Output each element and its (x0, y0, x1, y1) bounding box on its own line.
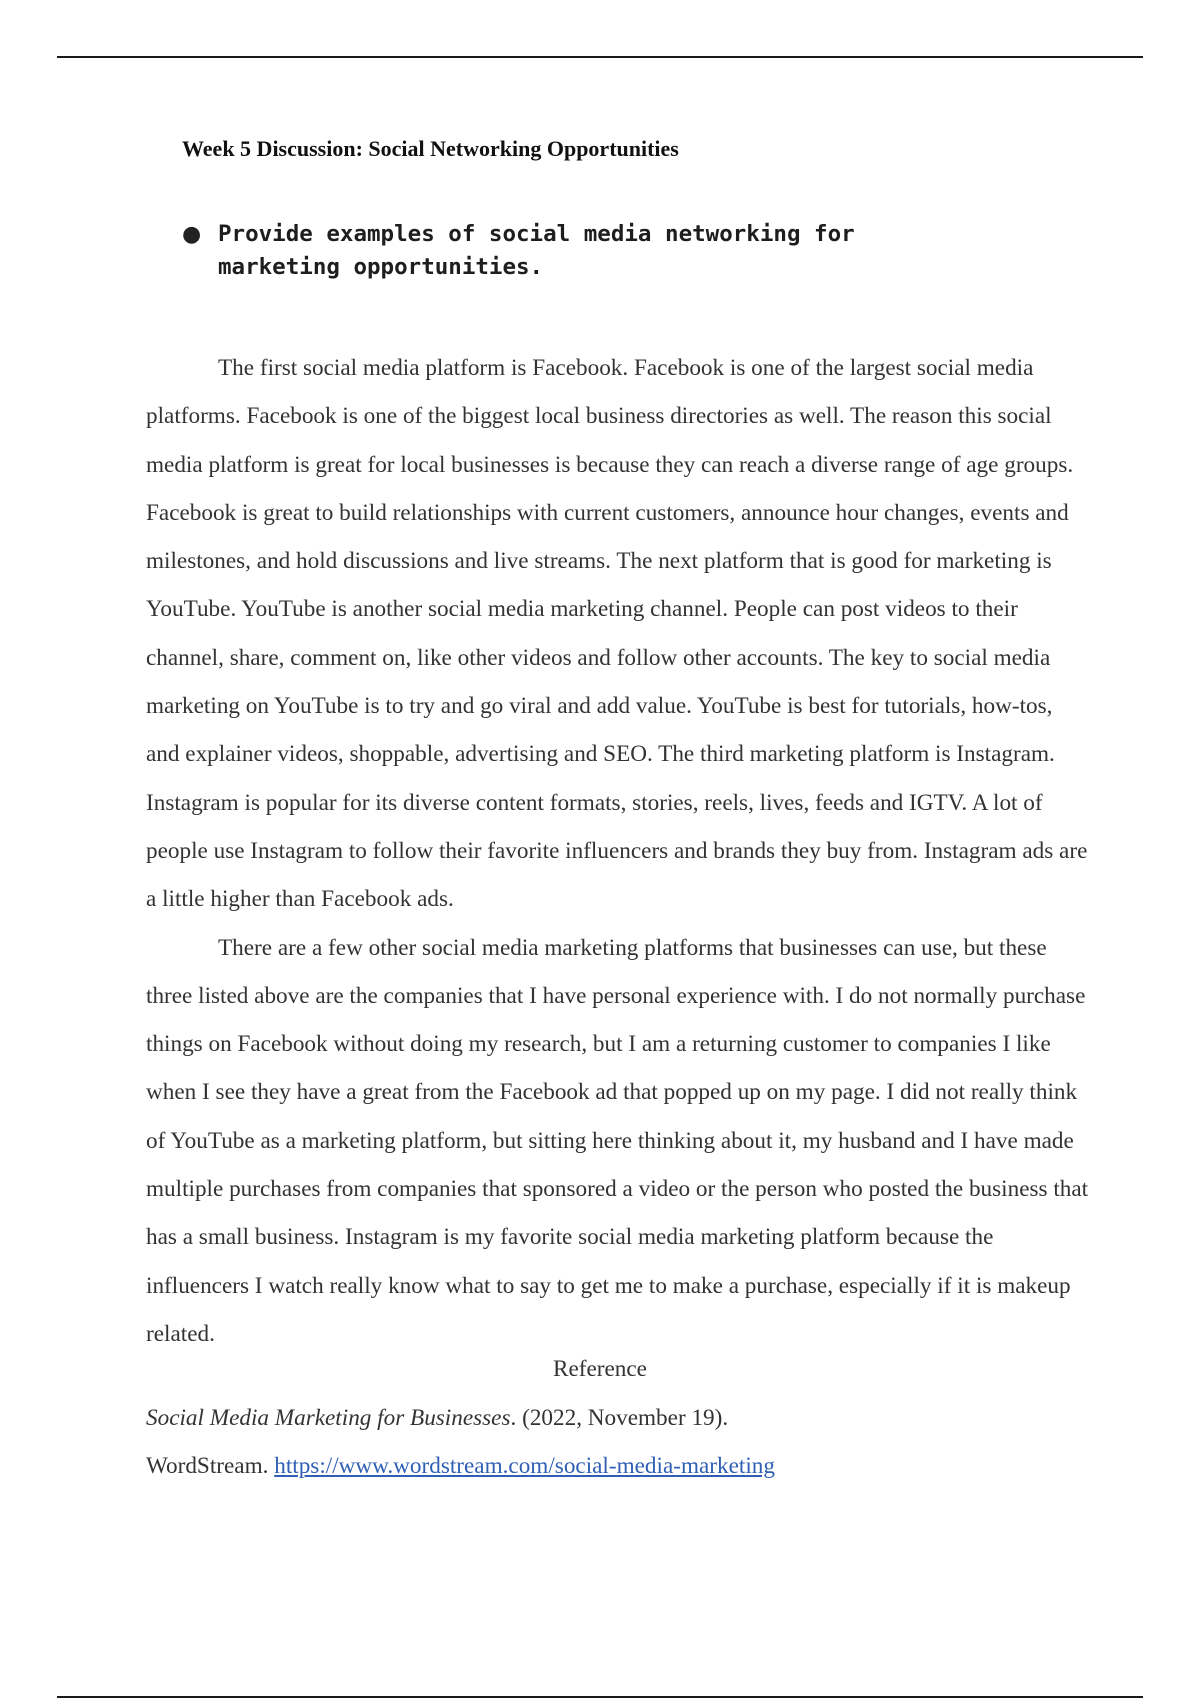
bullet-icon: ● (182, 222, 202, 247)
bullet-item (182, 218, 882, 284)
document-body (146, 344, 1091, 1358)
reference-publisher: WordStream. (146, 1453, 275, 1479)
top-rule (57, 56, 1143, 58)
paragraph-1: The first social media platform is Facebook. Facebook is one of the largest social media platforms. Facebook is one of the biggest local business directories as well. The reason this social media platform is great for local businesses is because they can reach a diverse range of age groups. Facebook is great to build relationships with current customers, announce hour changes, events and milestones, and hold discussions and live streams. The next platform that is good for marketing is YouTube. YouTube is another social media marketing channel. People can post videos to their channel, share, comment on, like other videos and follow other accounts. The key to social media marketing on YouTube is to try and go viral and add value. YouTube is best for tutorials, how-tos, and explainer videos, shoppable, advertising and SEO. The third marketing platform is Instagram. Instagram is popular for its diverse content formats, stories, reels, lives, feeds and IGTV. A lot of people use Instagram to follow their favorite influencers and brands they buy from. Instagram ads are a little higher than Facebook ads. (146, 355, 1088, 913)
reference-line-1 (146, 1405, 728, 1432)
reference-heading: Reference (553, 1356, 647, 1382)
bullet-text: Provide examples of social media networking for marketing opportunities. (218, 221, 855, 280)
document-title: Week 5 Discussion: Social Networking Opportunities (182, 136, 679, 161)
bottom-rule (57, 1696, 1143, 1698)
reference-date: . (2022, November 19). (510, 1405, 729, 1431)
reference-source-title: Social Media Marketing for Businesses (146, 1405, 511, 1431)
reference-line-2 (146, 1453, 775, 1480)
reference-link[interactable]: https://www.wordstream.com/social-media-marketing (274, 1453, 775, 1479)
paragraph-2: There are a few other social media marketing platforms that businesses can use, but these three listed above are the companies that I have personal experience with. I do not normally purchase things on Facebook without doing my research, but I am a returning customer to companies I like when I see they have a great from the Facebook ad that popped up on my page. I did not really think of YouTube as a marketing platform, but sitting here thinking about it, my husband and I have made multiple purchases from companies that sponsored a video or the person who posted the business that has a small business. Instagram is my favorite social media marketing platform because the influencers I watch really know what to say to get me to make a purchase, especially if it is makeup related. (146, 934, 1089, 1347)
